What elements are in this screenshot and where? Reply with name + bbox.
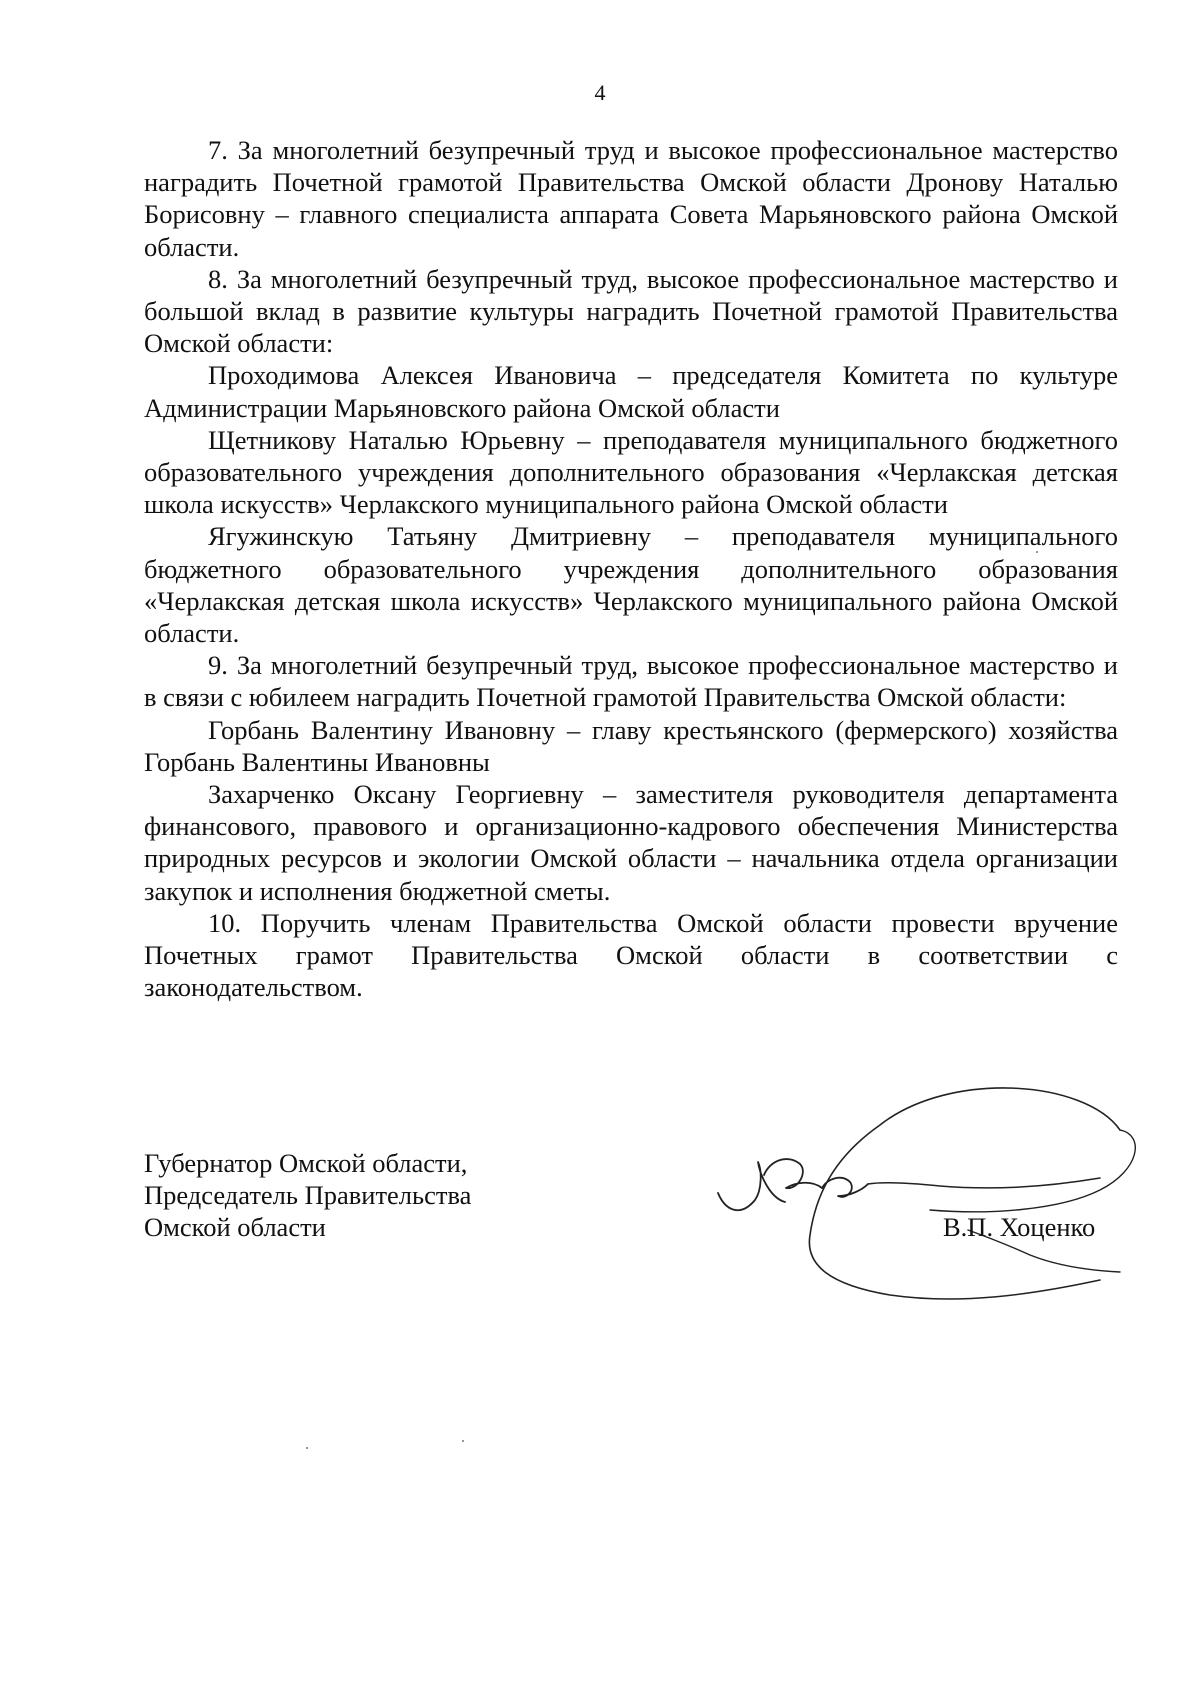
awardee-shchetnikova: Щетникову Наталью Юрьевну – преподавателя муниципального бюджетного образовательного учреждения дополнительного образования «Черлакская детская школа искусств» Черлакского муниципального района Омской области xyxy=(144,424,1118,520)
awardee-yaguzhinskaya: Ягужинскую Татьяну Дмитриевну – преподавателя муниципального бюджетного образовательного учреждения дополнительного образования «Черлакская детская школа искусств» Черлакского муниципального района Омской области. xyxy=(144,521,1118,649)
awardee-gorban: Горбань Валентину Ивановну – главу крестьянского (фермерского) хозяйства Горбань Валентины Ивановны xyxy=(144,714,1118,777)
paragraph-item-10: 10. Поручить членам Правительства Омской области провести вручение Почетных грамот Правительства Омской области в соответствии с законодательством. xyxy=(144,907,1118,1003)
signatory-title-line: Омской области xyxy=(144,1212,326,1243)
scan-speck xyxy=(306,1447,308,1449)
signatory-title xyxy=(144,1147,471,1244)
scan-speck xyxy=(462,1440,464,1442)
handwritten-signature xyxy=(700,1050,1170,1310)
awardee-prokhodimov: Проходимова Алексея Ивановича – председателя Комитета по культуре Администрации Марьяновского района Омской области xyxy=(144,360,1118,423)
paragraph-item-9: 9. За многолетний безупречный труд, высокое профессиональное мастерство и в связи с юбилеем наградить Почетной грамотой Правительства Омской области: xyxy=(144,650,1118,713)
scan-speck xyxy=(1036,551,1038,553)
signatory-name: В.П. Хоценко xyxy=(943,1212,1096,1242)
paragraph-item-7: 7. За многолетний безупречный труд и высокое профессиональное мастерство наградить Почетной грамотой Правительства Омской области Дронову Наталью Борисовну – главного специалиста аппарата Совета Марьяновского района Омской области. xyxy=(144,135,1118,262)
awardee-zakharchenko: Захарченко Оксану Георгиевну – заместителя руководителя департамента финансового, правового и организационно-кадрового обеспечения Министерства природных ресурсов и экологии Омской области – начальника отдела организации закупок и исполнения бюджетной сметы. xyxy=(144,779,1118,906)
paragraph-item-8: 8. За многолетний безупречный труд, высокое профессиональное мастерство и большой вклад в развитие культуры наградить Почетной грамотой Правительства Омской области: xyxy=(144,263,1118,359)
signatory-title-line: Губернатор Омской области, xyxy=(144,1148,468,1178)
signatory-title-line: Председатель Правительства xyxy=(144,1180,472,1211)
page-number: 4 xyxy=(594,80,606,105)
document-body xyxy=(144,134,1118,1003)
